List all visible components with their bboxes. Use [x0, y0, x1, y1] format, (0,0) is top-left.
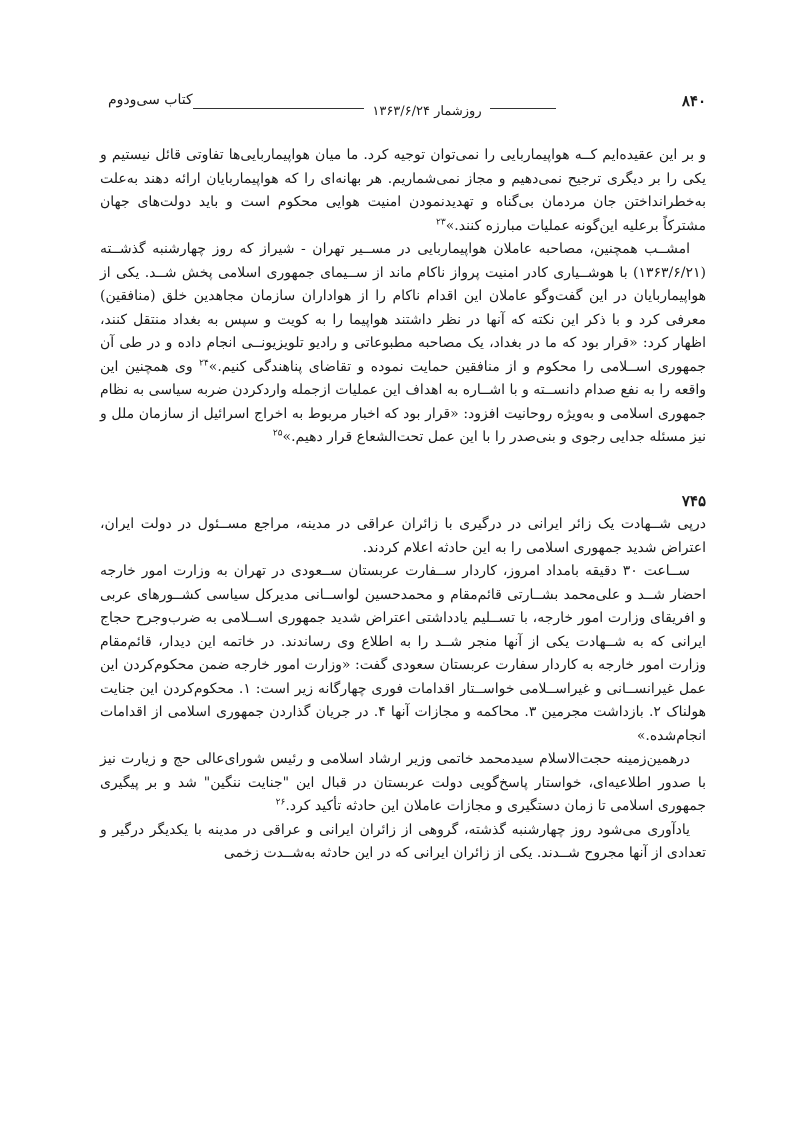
- footnote-ref: ۲۶: [275, 797, 286, 808]
- page-header: [108, 82, 706, 119]
- page-body: [100, 144, 706, 866]
- footnote-ref: ۲۵: [272, 428, 283, 439]
- paragraph: یادآوری می‌شود روز چهارشنبه گذشته، گروهی از زائران ایرانی و عراقی در مدینه با یکدیگر درگیر و تعدادی از آنها مجروح شــدند. یکی از زائران ایرانی که در این حادثه به‌شــدت زخمی: [100, 821, 706, 861]
- footnote-ref: ۲۴: [199, 357, 209, 368]
- book-title: کتاب سی‌ودوم: [108, 92, 193, 108]
- paragraph: و بر این عقیده‌ایم کــه هواپیماربایی را نمی‌توان توجیه کرد. ما میان هواپیماربایی‌ها تفاوتی قائل نیستیم و یکی را بر دیگری ترجیح نمی‌دهیم و مجاز نمی‌شماریم. هر بهانه‌ای را که هواپیماربایان ارائه دهند به‌علت به‌خطرانداختن جان مردمان بی‌گناه و تهدیدنمودن امنیت هوایی محکوم است و باید دولت‌های جهان مشترکاً برعلیه این‌گونه عملیات مبارزه کنند.»$^{۲۳}$: [100, 147, 706, 234]
- paragraph: ســاعت ۳۰ دقیقه بامداد امروز، کاردار ســفارت عربستان ســعودی در تهران به وزارت امور خارجه احضار شــد و علی‌محمد بشــارتی قائم‌مقام و محمدحسین لواســانی مدیرکل سیاسی کشــورهای عربی و افریقای وزارت امور خارجه، با تســلیم یادداشتی اعتراض شدید جمهوری اســلامی به ضرب‌وجرح حجاج ایرانی که به شــهادت یکی از آنها منجر شــد را به اطلاع وی رساندند. در خاتمه این دیدار، قائم‌مقام وزارت امور خارجه به کاردار سفارت عربستان سعودی گفت: «وزارت امور خارجه ضمن محکوم‌کردن این عمل غیرانســانی و غیراســلامی خواســتار اقدامات فوری چهارگانه زیر است: ۱. محکوم‌کردن این جنایت هولناک ۲. بازداشت مجرمین ۳. محاکمه و مجازات آنها ۴. در جریان گذاردن جمهوری اسلامی از اقدامات انجام‌شده.»: [100, 563, 706, 744]
- footnote-ref: ۲۳: [436, 216, 446, 227]
- page-number: ۸۴۰: [681, 92, 706, 110]
- paragraph: درهمین‌زمینه حجت‌الاسلام سیدمحمد خاتمی وزیر ارشاد اسلامی و رئیس شورای‌عالی حج و زیارت نیز با صدور اطلاعیه‌ای، خواستار پاسخ‌گویی دولت عربستان در قبال این "جنایت ننگین" شد و بر پیگیری جمهوری اسلامی تا زمان دستگیری و مجازات عاملان این حادثه تأکید کرد.$^{۲۶}$: [100, 751, 706, 814]
- header-date: روزشمار ۱۳۶۳/۶/۲۴: [364, 104, 489, 119]
- entry-number: ۷۴۵: [681, 491, 706, 510]
- paragraph: درپی شــهادت یک زائر ایرانی در درگیری با زائران عراقی در مدینه، مراجع مســئول در دولت ایران، اعتراض شدید جمهوری اسلامی را به این حادثه اعلام کردند.: [100, 516, 706, 556]
- paragraph: امشــب همچنین، مصاحبه عاملان هواپیماربایی در مســیر تهران - شیراز که روز چهارشنبه گذشــته (۱۳۶۳/۶/۲۱) با هوشــیاری کادر امنیت پرواز ناکام ماند از ســیمای جمهوری اسلامی پخش شــد. یکی از هواپیماربایان در این گفت‌وگو عاملان این اقدام ناکام را از هواداران سازمان مجاهدین خلق (منافقین) معرفی کرد و با ذکر این نکته که آنها در نظر داشتند هواپیما را به کویت و سپس به بغداد منتقل کنند، اظهار کرد: «قرار بود که ما در بغداد، یک مصاحبه مطبوعاتی و رادیو تلویزیونــی انجام داده و در طی آن جمهوری اســلامی را محکوم و از منافقین حمایت نموده و تقاضای پناهندگی کنیم.»$^{۲۴}$ وی همچنین این واقعه را به نفع صدام دانســته و با اشــاره به اهداف این عملیات ازجمله واردکردن ضربه سیاسی به نظام جمهوری اسلامی و به‌ویژه روحانیت افزود: «قرار بود که اخبار مربوط به اخراج اسرائیل از سازمان ملل و نیز مسئله جدایی رجوی و بنی‌صدر را با این عمل تحت‌الشعاع قرار دهیم.»$^{۲۵}$: [100, 241, 707, 445]
